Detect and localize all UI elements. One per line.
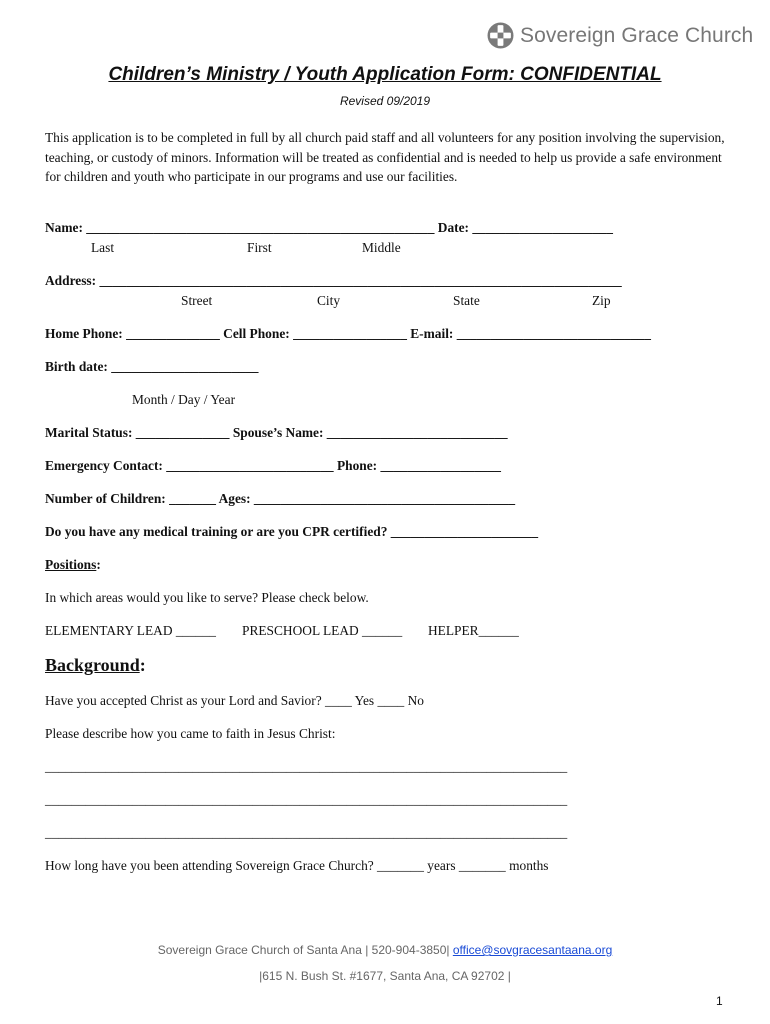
address-field[interactable]: Address: ______________________________________________________________________________ <box>45 273 622 288</box>
footer-contact <box>0 943 770 957</box>
position-helper[interactable]: HELPER______ <box>428 623 519 638</box>
answer-line[interactable]: ______________________________________________________________________________ <box>45 792 568 807</box>
answer-line[interactable]: ______________________________________________________________________________ <box>45 759 568 774</box>
positions-heading <box>45 557 101 573</box>
birth-date-sub: Month / Day / Year <box>132 392 236 407</box>
accepted-christ-question[interactable]: Have you accepted Christ as your Lord and Savior? ____ Yes ____ No <box>45 693 424 708</box>
position-preschool-lead[interactable]: PRESCHOOL LEAD ______ <box>242 623 403 638</box>
birth-date-field[interactable]: Birth date: ______________________ <box>45 359 259 374</box>
address-sub-state: State <box>453 293 480 308</box>
positions-question: In which areas would you like to serve? Please check below. <box>45 590 369 605</box>
children-field[interactable]: Number of Children: _______ Ages: _______________________________________ <box>45 491 516 506</box>
marital-status-field[interactable]: Marital Status: ______________ Spouse’s Name: ___________________________ <box>45 425 508 440</box>
address-sub-zip: Zip <box>592 293 611 308</box>
background-heading-colon: : <box>139 655 146 675</box>
address-sub-city: City <box>317 293 341 308</box>
intro-paragraph: This application is to be completed in full by all church paid staff and all volunteers for any position involving the supervision, teaching, or custody of minors. Information will be treated as confidential and is needed to help us provide a safe environment for children and youth who participate in our programs and use our facilities. <box>45 130 725 184</box>
church-logo-text: Sovereign Grace Church <box>520 23 754 47</box>
faith-description-prompt: Please describe how you came to faith in Jesus Christ: <box>45 726 336 741</box>
background-heading <box>45 655 146 676</box>
footer-contact-text: Sovereign Grace Church of Santa Ana | 520-904-3850| <box>157 943 453 957</box>
position-elementary-lead[interactable]: ELEMENTARY LEAD ______ <box>45 623 217 638</box>
church-logo <box>487 22 753 49</box>
attendance-duration-field[interactable]: How long have you been attending Sovereign Grace Church? _______ years _______ months <box>45 858 549 873</box>
name-sub-middle: Middle <box>362 240 401 255</box>
positions-heading-text: Positions <box>45 557 97 572</box>
page-number: 1 <box>716 994 723 1008</box>
answer-line[interactable]: ______________________________________________________________________________ <box>45 825 568 840</box>
footer-address: |615 N. Bush St. #1677, Santa Ana, CA 92702 | <box>259 969 511 983</box>
phone-email-field[interactable]: Home Phone: ______________ Cell Phone: _________________ E-mail: _____________________________ <box>45 326 651 341</box>
church-logo-icon <box>487 22 514 49</box>
name-date-field[interactable]: Name: ____________________________________________________ Date: _____________________ <box>45 220 613 235</box>
footer-email-link[interactable]: office@sovgracesantaana.org <box>452 943 613 957</box>
form-title: Children’s Ministry / Youth Application Form: CONFIDENTIAL <box>108 64 662 85</box>
background-heading-text: Background <box>45 655 140 675</box>
name-sub-first: First <box>247 240 272 255</box>
revision-date: Revised 09/2019 <box>339 94 431 108</box>
positions-heading-colon: : <box>96 557 101 572</box>
name-sub-last: Last <box>91 240 115 255</box>
medical-training-field[interactable]: Do you have any medical training or are you CPR certified? ______________________ <box>45 524 539 539</box>
emergency-contact-field[interactable]: Emergency Contact: _________________________ Phone: __________________ <box>45 458 501 473</box>
address-sub-street: Street <box>181 293 213 308</box>
